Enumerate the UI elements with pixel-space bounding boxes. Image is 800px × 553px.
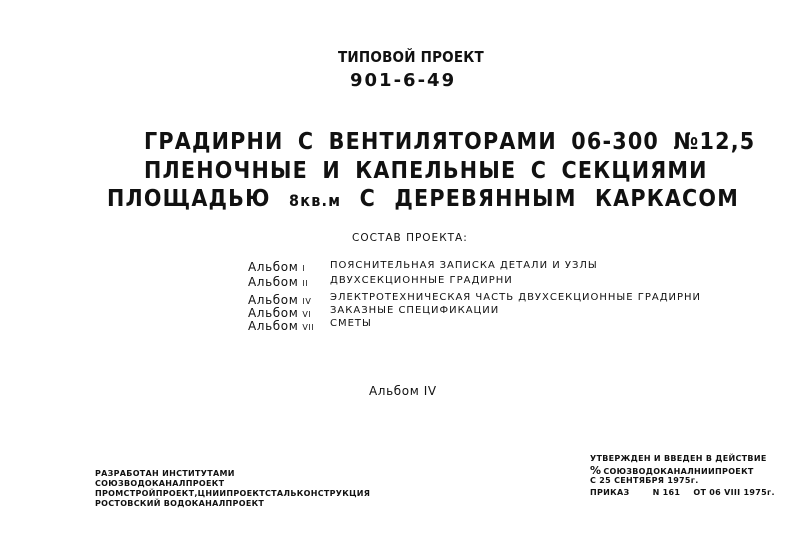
developers-line-4: РОСТОВСКИЙ ВОДОКАНАЛПРОЕКТ [95, 499, 265, 508]
approval-line-1: УТВЕРЖДЕН И ВВЕДЕН В ДЕЙСТВИЕ [590, 454, 767, 463]
approval-line-2-text: СОЮЗВОДОКАНАЛНИИПРОЕКТ [603, 467, 754, 476]
developers-line-3: ПРОМСТРОЙПРОЕКТ,ЦНИИПРОЕКТСТАЛЬКОНСТРУКЦИЯ [95, 489, 371, 498]
album-number: II [302, 279, 309, 288]
album-description: ДВУХСЕКЦИОННЫЕ ГРАДИРНИ [330, 275, 513, 286]
album-label: Альбом [248, 260, 299, 274]
project-type: ТИПОВОЙ ПРОЕКТ [338, 48, 484, 66]
album-description: СМЕТЫ [330, 318, 372, 329]
album-item [248, 271, 308, 290]
approval-line-3: С 25 СЕНТЯБРЯ 1975г. [590, 476, 699, 485]
album-description: ЗАКАЗНЫЕ СПЕЦИФИКАЦИИ [330, 305, 500, 316]
approval-line-4 [590, 488, 775, 497]
title-line-2: ПЛЕНОЧНЫЕ И КАПЕЛЬНЫЕ С СЕКЦИЯМИ [144, 158, 708, 184]
project-number: 901-6-49 [350, 70, 457, 91]
album-description: ПОЯСНИТЕЛЬНАЯ ЗАПИСКА ДЕТАЛИ И УЗЛЫ [330, 260, 598, 271]
developers-line-1: РАЗРАБОТАН ИНСТИТУТАМИ [95, 469, 235, 478]
album-number: I [302, 264, 306, 273]
title-line-1: ГРАДИРНИ С ВЕНТИЛЯТОРАМИ 06-300 №12,5 [144, 129, 756, 155]
album-label: Альбом [248, 306, 299, 320]
approval-order-label: ПРИКАЗ [590, 488, 630, 497]
approval-order-date: ОТ 06 VIII 1975г. [693, 488, 775, 497]
approval-order-number: N 161 [652, 488, 681, 497]
percent-glyph-icon: % [590, 464, 602, 477]
album-number: IV [302, 297, 312, 306]
title-line-3-part-c: С ДЕРЕВЯННЫМ КАРКАСОМ [359, 186, 740, 212]
album-number: VI [302, 310, 312, 319]
album-description: ЭЛЕКТРОТЕХНИЧЕСКАЯ ЧАСТЬ ДВУХСЕКЦИОННЫЕ ГРАДИРНИ [330, 292, 702, 303]
title-line-3 [107, 186, 739, 212]
album-label: Альбом [248, 275, 299, 289]
album-label: Альбом [248, 293, 299, 307]
album-number: VII [302, 323, 315, 332]
composition-heading: СОСТАВ ПРОЕКТА: [352, 232, 468, 244]
current-album: Альбом IV [369, 384, 437, 398]
developers-line-2: СОЮЗВОДОКАНАЛПРОЕКТ [95, 479, 225, 488]
title-line-3-part-a: ПЛОЩАДЬЮ [107, 186, 271, 212]
album-item [248, 315, 314, 334]
title-line-3-part-b: 8кв.м [289, 191, 342, 210]
album-label: Альбом [248, 319, 299, 333]
